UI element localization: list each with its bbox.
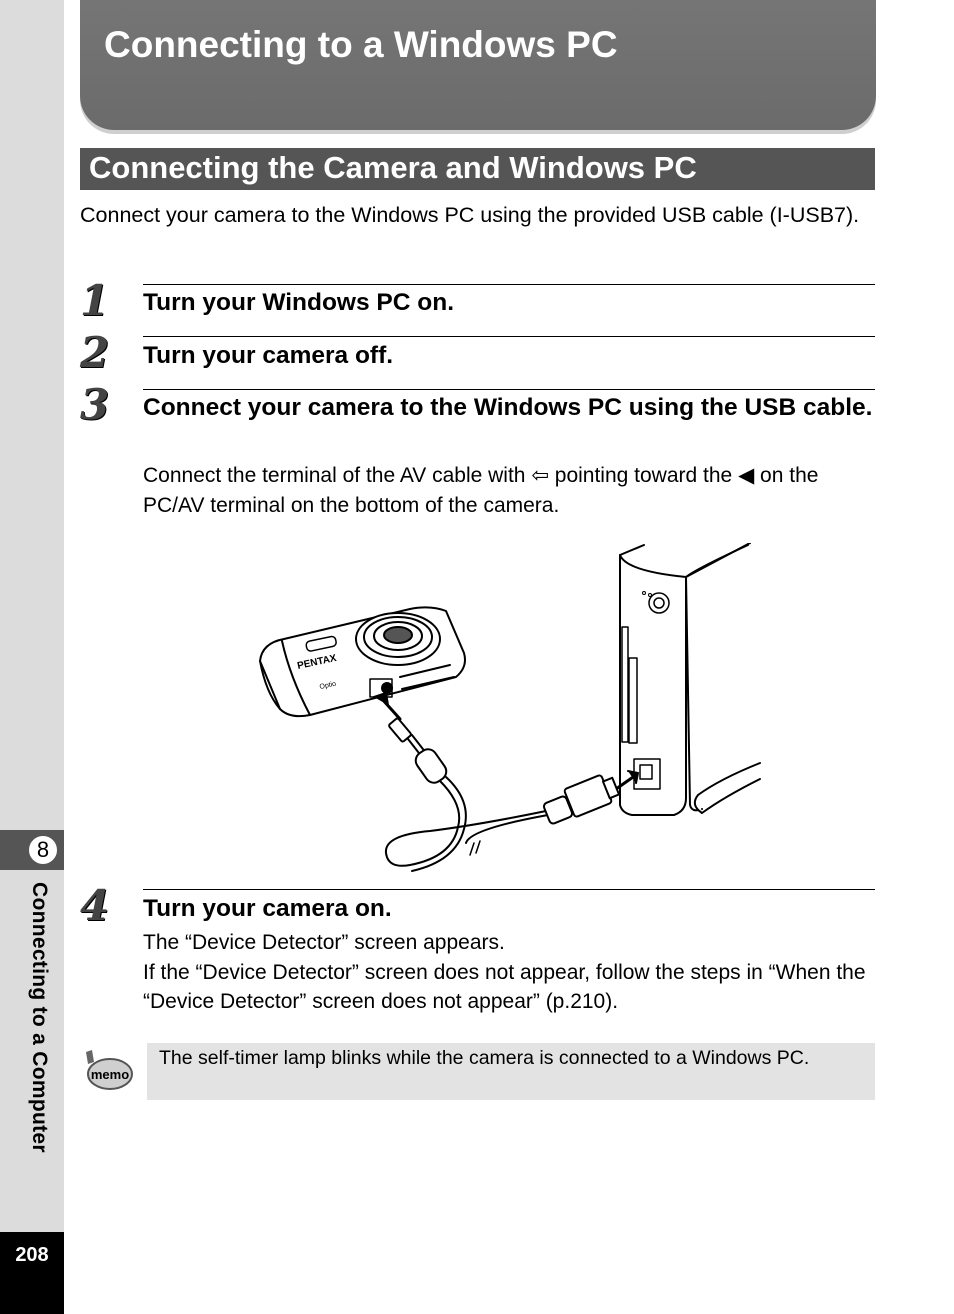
intro-text: Connect your camera to the Windows PC using the provided USB cable (I-USB7).	[80, 203, 860, 227]
step-title: Turn your camera on.	[143, 895, 392, 922]
camera-model: Optio	[318, 680, 337, 691]
usb-cable	[386, 718, 619, 871]
page-title: Connecting to a Windows PC	[104, 24, 618, 65]
step-divider	[143, 389, 875, 390]
camera	[260, 607, 465, 716]
step-number: 3	[80, 380, 110, 429]
step-title: Connect your camera to the Windows PC using the USB cable.	[143, 394, 873, 421]
desc-text: on the PC/AV terminal on the bottom of the camera.	[143, 464, 819, 517]
memo-text: The self-timer lamp blinks while the camera is connected to a Windows PC.	[159, 1047, 810, 1069]
step-divider	[143, 889, 875, 890]
step-divider	[143, 284, 875, 285]
step-number: 4	[80, 881, 110, 930]
desc-text: pointing toward the	[548, 464, 739, 487]
page-number: 208	[15, 1244, 49, 1266]
memo-icon	[82, 1048, 134, 1092]
camera-pc-connection-illustration	[250, 543, 770, 873]
step-divider	[143, 336, 875, 337]
memo-label: memo	[90, 1067, 130, 1082]
chapter-number: 8	[27, 834, 59, 866]
step-number: 1	[80, 276, 110, 325]
left-arrow-icon: ⇦	[531, 464, 549, 487]
desc-line: If the “Device Detector” screen does not appear, follow the steps in “When the “Device Detector” screen does not appear” (p.210).	[143, 960, 866, 1013]
section-title: Connecting the Camera and Windows PC	[89, 150, 697, 185]
camera-brand: PENTAX	[296, 652, 338, 672]
step-description	[143, 461, 875, 520]
chapter-label: Connecting to a Computer	[28, 882, 51, 1153]
step-number: 2	[80, 328, 110, 377]
desc-text: Connect the terminal of the AV cable with	[143, 464, 532, 487]
pc-tower	[620, 543, 760, 815]
step-title: Turn your camera off.	[143, 342, 394, 369]
step-description	[143, 928, 875, 1017]
step-title: Turn your Windows PC on.	[143, 289, 454, 316]
left-triangle-icon: ◀	[738, 464, 755, 487]
desc-line: The “Device Detector” screen appears.	[143, 931, 505, 954]
